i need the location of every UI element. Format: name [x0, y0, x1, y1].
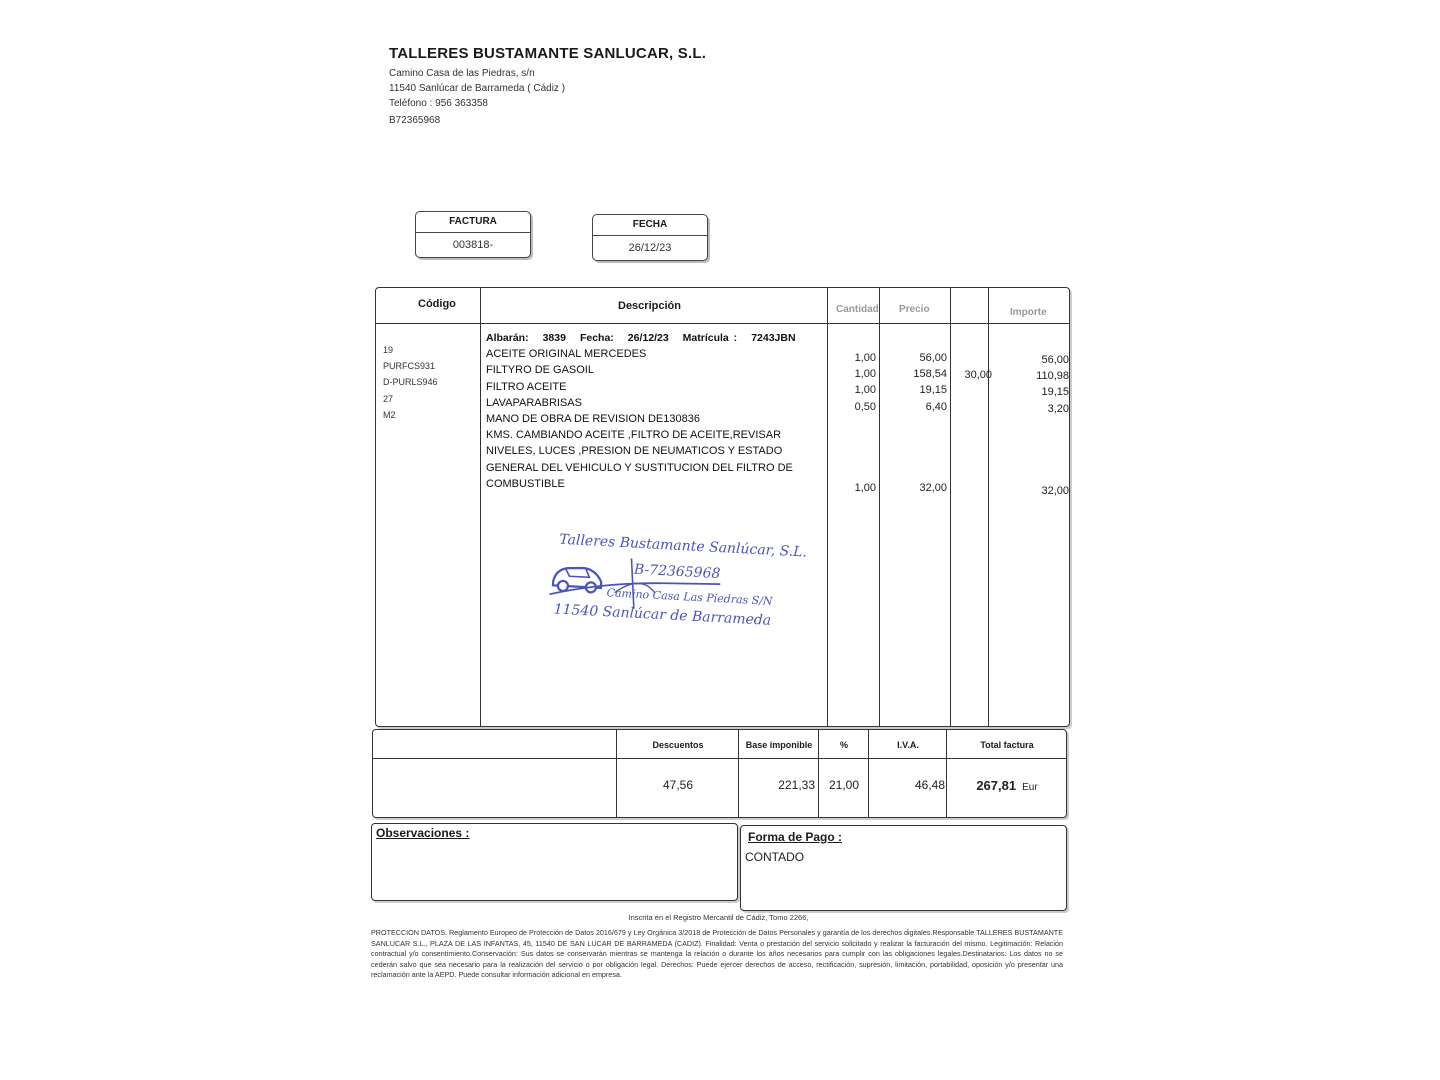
company-address-line-2: 11540 Sanlúcar de Barrameda ( Cádiz )	[389, 83, 566, 94]
column-divider	[879, 288, 880, 726]
item-code: 27	[383, 393, 394, 404]
item-description: COMBUSTIBLE	[486, 477, 565, 490]
cantidad-column	[831, 350, 876, 415]
total-factura-amount	[947, 778, 1067, 793]
item-descriptions	[486, 330, 816, 492]
descuento-cell: 30,00	[964, 369, 992, 381]
totals-table	[372, 729, 1067, 818]
item-description: GENERAL DEL VEHICULO Y SUSTITUCION DEL FILTRO DE	[486, 461, 793, 474]
company-cif: B72365968	[389, 115, 441, 126]
descuentos-label: Descuentos	[617, 730, 739, 759]
albaran-fecha-value: 26/12/23	[627, 332, 669, 344]
factura-box	[415, 211, 531, 258]
factura-number: 003818-	[452, 239, 494, 251]
item-code: D-PURLS946	[383, 377, 438, 388]
stamp-line-4: 11540 Sanlúcar de Barrameda	[553, 601, 772, 629]
factura-label: FACTURA	[416, 212, 530, 233]
base-imponible-label: Base imponible	[739, 730, 819, 759]
item-code: PURFCS931	[383, 361, 436, 372]
forma-pago-value: CONTADO	[745, 850, 805, 864]
forma-pago-box	[740, 825, 1067, 911]
observaciones-title: Observaciones :	[376, 826, 470, 840]
column-divider	[827, 288, 828, 726]
cantidad-cell: 0,50	[854, 400, 876, 413]
item-description: ACEITE ORIGINAL MERCEDES	[486, 348, 647, 361]
column-divider	[988, 288, 989, 726]
header-importe: Importe	[1010, 307, 1047, 318]
cantidad-cell: 1,00	[854, 368, 876, 381]
currency: Eur	[1022, 782, 1038, 793]
item-description: MANO DE OBRA DE REVISION DE130836	[486, 413, 700, 426]
base-imponible-value: 221,33	[778, 778, 815, 792]
matricula-label: Matrícula :	[682, 332, 738, 344]
company-address-line-1: Camino Casa de las Piedras, s/n	[389, 68, 535, 79]
company-header	[389, 45, 706, 128]
header-cantidad: Cantidad	[836, 304, 879, 315]
observaciones-box	[371, 823, 738, 901]
legal-notice: PROTECCION DATOS. Reglamento Europeo de Protección de Datos 2016/679 y Ley Orgánica 3/2018 de Protección de Datos Personales y garantía de los derechos digitales.Responsable TALLERES BUSTAMANTE SANLUCAR S.L., PLAZA DE LAS INFANTAS, 45, 11540 DE SAN LUCAR DE BARRAMEDA (CADIZ). Finalidad: Venta o prestación del servicio solicitado y realizar la facturación del mismo. Legitimación: Relación contractual y/o consentimiento.Conservación: Sus datos se conservarán mientras se mantenga la relación o durante los años necesarios para cumplir con las obligaciones legales.Destinatarios: Los datos no se cederán salvo que sea necesario para la realización del servicio o por obligación legal. Derechos: Puede ejercer derechos de acceso, rectificación, supresión, limitación, portabilidad, oposición y/o presentar una reclamación ante la AEPD. Puede consultar información adicional en empresa.	[371, 928, 1063, 980]
header-codigo: Código	[418, 298, 456, 310]
matricula-value: 7243JBN	[751, 332, 796, 344]
total-factura-cell	[946, 730, 1067, 817]
stamp-line-1: Talleres Bustamante Sanlúcar, S.L.	[558, 531, 808, 561]
descuentos-value: 47,56	[662, 778, 694, 792]
importe-cell: 32,00	[1041, 485, 1069, 497]
total-factura-value: 267,81	[976, 778, 1017, 793]
cantidad-cell: 1,00	[854, 482, 876, 494]
header-precio: Precio	[899, 304, 930, 315]
base-imponible-cell	[738, 730, 819, 817]
item-codes	[383, 342, 438, 423]
item-description: LAVAPARABRISAS	[486, 396, 582, 409]
precio-cell: 19,15	[919, 384, 947, 397]
cantidad-cell: 1,00	[854, 352, 876, 364]
stamp-line-2: B-72365968	[633, 561, 721, 583]
importe-cell: 56,00	[1041, 354, 1069, 366]
albaran-line	[486, 330, 816, 346]
cantidad-cell: 1,00	[854, 384, 876, 397]
precio-column	[884, 350, 947, 415]
albaran-label: Albarán:	[486, 332, 529, 344]
percent-cell	[818, 730, 869, 817]
percent-label: %	[819, 730, 869, 759]
item-description: NIVELES, LUCES ,PRESION DE NEUMATICOS Y ESTADO	[486, 445, 783, 458]
precio-cell: 32,00	[919, 482, 947, 494]
company-stamp	[542, 529, 808, 646]
registro-mercantil: Inscrita en el Registro Mercantil de Cádiz, Tomo 2266,	[628, 913, 809, 922]
percent-value: 21,00	[828, 778, 860, 792]
importe-column	[996, 352, 1069, 417]
albaran-number: 3839	[542, 332, 566, 344]
total-factura-label: Total factura	[947, 730, 1067, 759]
column-divider	[480, 288, 481, 726]
item-description: FILTYRO DE GASOIL	[486, 364, 594, 377]
precio-cell: 158,54	[913, 368, 947, 381]
forma-pago-title: Forma de Pago :	[748, 830, 843, 844]
albaran-fecha-label: Fecha:	[579, 332, 614, 344]
item-code: M2	[383, 409, 396, 420]
importe-cell: 110,98	[1036, 370, 1069, 383]
header-descripcion: Descripción	[618, 300, 681, 312]
item-description: KMS. CAMBIANDO ACEITE ,FILTRO DE ACEITE,REVISAR	[486, 429, 782, 442]
iva-cell	[868, 730, 947, 817]
fecha-value: 26/12/23	[628, 242, 672, 254]
fecha-label: FECHA	[593, 215, 707, 236]
item-description: FILTRO ACEITE	[486, 380, 567, 393]
precio-cell: 56,00	[919, 352, 947, 364]
importe-cell: 3,20	[1047, 402, 1069, 415]
fecha-box	[592, 214, 708, 261]
descuentos-cell	[616, 730, 739, 817]
importe-cell: 19,15	[1041, 386, 1069, 399]
item-code: 19	[383, 345, 394, 355]
precio-cell: 6,40	[925, 400, 947, 413]
company-phone: Teléfono : 956 363358	[389, 98, 488, 109]
iva-label: I.V.A.	[869, 730, 947, 759]
stamp-line-3: Camino Casa Las Piedras S/N	[606, 586, 773, 608]
totals-empty-header	[373, 730, 616, 759]
iva-value: 46,48	[914, 778, 945, 792]
company-name: TALLERES BUSTAMANTE SANLUCAR, S.L.	[389, 45, 707, 62]
column-divider	[950, 288, 951, 726]
items-table	[375, 287, 1070, 727]
